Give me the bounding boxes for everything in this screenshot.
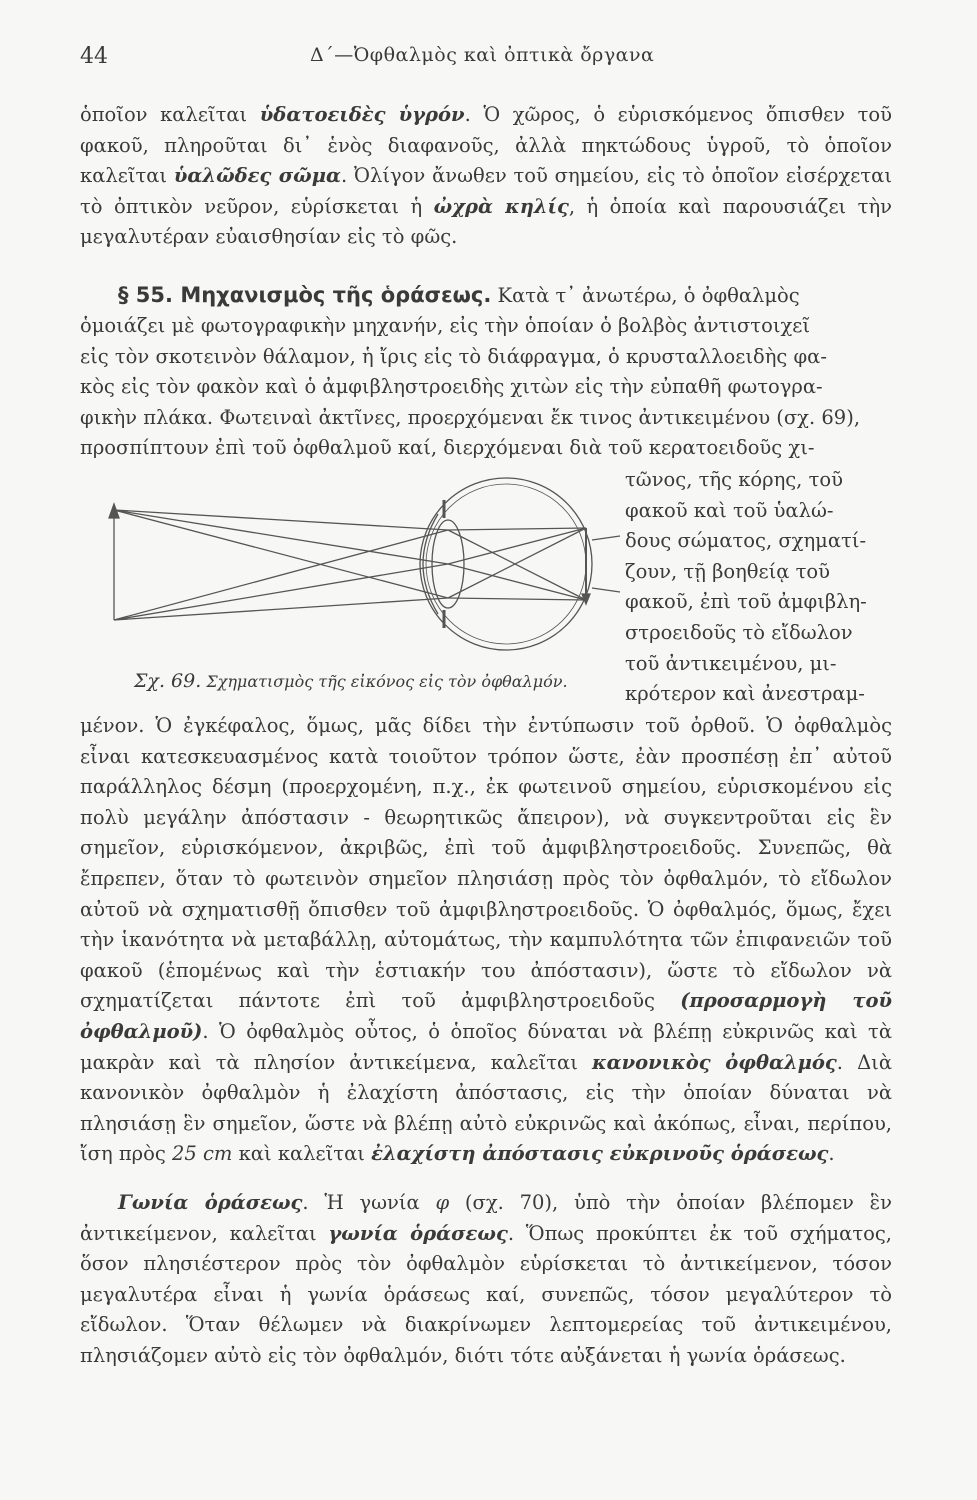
ray xyxy=(448,528,586,564)
text: . Ὀλίγον ἄνωθεν τοῦ σημείου, εἰς τὸ ὁποῖον εἰσέρχεται τὸ ὀπτικὸν νεῦρον, εὑρίσκεται ἡ xyxy=(80,164,892,218)
text: καὶ καλεῖται xyxy=(232,1142,372,1166)
term-near-point: ἐλαχίστη ἀπόστασις εὐκρινοῦς ὁράσεως xyxy=(371,1142,829,1166)
line: προσπίπτουν ἐπὶ τοῦ ὀφθαλμοῦ καί, διερχόμεναι διὰ τοῦ κερατοειδοῦς χι- xyxy=(80,436,815,460)
distance-value: 25 cm xyxy=(171,1142,233,1166)
ray xyxy=(448,528,586,598)
paragraph-2-body xyxy=(80,311,892,464)
ray xyxy=(114,510,448,598)
line: Κατὰ τ᾽ ἀνωτέρω, ὁ ὀφθαλμὸς xyxy=(491,284,800,307)
eye-image-diagram xyxy=(108,470,620,660)
text: . Διὰ κανονικὸν ὀφθαλμὸν ἡ ἐλαχίστη ἀπόστασις, εἰς τὴν ὁποίαν δύναται νὰ πλησιάσῃ ἓν σημεῖον, ὥστε νὰ βλέπῃ αὐτὸ εὐκρινῶς καὶ ἀκόπως, εἶναι, περίπου, ἴση πρὸς xyxy=(80,1050,892,1166)
line: τῶνος, τῆς κόρης, τοῦ xyxy=(625,468,843,491)
caption-text: Σχηματισμὸς τῆς εἰκόνος εἰς τὸν ὀφθαλμόν. xyxy=(201,672,568,691)
ray xyxy=(114,530,448,620)
term-vitreous-body: ὑαλῶδες σῶμα xyxy=(173,164,342,188)
ray xyxy=(448,564,586,600)
line: ὁμοιάζει μὲ φωτογραφικὴν μηχανήν, εἰς τὴν ὁποίαν ὁ βολβὸς ἀντιστοιχεῖ xyxy=(80,314,811,337)
page-header xyxy=(80,44,900,74)
term-accommodation: (προσαρμογὴ τοῦ ὀφθαλμοῦ) xyxy=(80,989,892,1043)
line: φακοῦ, ἐπὶ τοῦ ἀμφιβλη- xyxy=(625,590,867,614)
running-head: Δ΄—Ὀφθαλμὸς καὶ ὀπτικὰ ὄργανα xyxy=(310,44,655,66)
ray xyxy=(114,598,448,620)
term-macula: ὠχρὰ κηλίς xyxy=(433,194,569,218)
ray xyxy=(448,530,586,600)
ray xyxy=(114,564,448,620)
phi-symbol: φ xyxy=(435,1191,450,1214)
ray xyxy=(448,598,586,600)
line: κρότερον καὶ ἀνεστραμ- xyxy=(625,682,865,706)
term-angle-of-vision-heading: Γωνία ὁράσεως xyxy=(118,1191,303,1214)
text: (σχ. 70), ὑπὸ τὴν ὁποίαν βλέπομεν ἓν ἀντικείμενον, καλεῖται xyxy=(80,1191,892,1245)
paragraph-4 xyxy=(80,1188,892,1372)
line: ζουν, τῇ βοηθείᾳ τοῦ xyxy=(625,559,831,583)
line: εἰς τὸν σκοτεινὸν θάλαμον, ἡ ἴρις εἰς τὸ διάφραγμα, ὁ κρυσταλλοειδὴς φα- xyxy=(80,344,827,368)
line: κὸς εἰς τὸν φακὸν καὶ ὁ ἀμφιβληστροειδὴς χιτὼν εἰς τὴν εὐπαθῆ φωτογρα- xyxy=(80,375,823,399)
wrapped-text xyxy=(625,465,892,710)
text: . xyxy=(828,1142,835,1166)
paragraph-1 xyxy=(80,100,892,253)
text: . Ὁ ὀφθαλμὸς οὗτος, ὁ ὁποῖος δύναται νὰ βλέπῃ εὐκρινῶς καὶ τὰ μακρὰν καὶ τὰ πλησίον ἀντικείμενα, καλεῖται xyxy=(80,1019,892,1074)
figure-69 xyxy=(108,470,620,700)
line: στροειδοῦς τὸ εἴδωλον xyxy=(625,620,853,644)
ray xyxy=(448,528,586,530)
line: φακοῦ καὶ τοῦ ὑαλώ- xyxy=(625,498,834,522)
page-number: 44 xyxy=(80,44,108,69)
ray xyxy=(114,510,448,564)
line: τοῦ ἀντικειμένου, μι- xyxy=(625,651,837,675)
text: , ἡ ὁποία καὶ παρουσιάζει τὴν μεγαλυτέραν εὐαισθησίαν εἰς τὸ φῶς. xyxy=(80,194,892,249)
optic-nerve xyxy=(592,536,620,592)
text: μένον. Ὁ ἐγκέφαλος, ὅμως, μᾶς δίδει τὴν ἐντύπωσιν τοῦ ὀρθοῦ. Ὁ ὀφθαλμὸς εἶναι κατεσκευασμένος κατὰ τοιοῦτον τρόπον ὥστε, ἐὰν προσπέσῃ ἐπ᾽ αὐτοῦ παράλληλος δέσμη (προερχομένη, π.χ., ἐκ φωτεινοῦ σημείου, εὑρισκομένου εἰς πολὺ μεγάλην ἀπόστασιν - θεωρητικῶς ἄπειρον), νὰ συγκεντροῦται εἰς ἓν σημεῖον, εὑρισκόμενον, ἀκριβῶς, ἐπὶ τοῦ ἀμφιβληστροειδοῦς. Συνεπῶς, θὰ ἔπρεπεν, ὅταν τὸ φωτεινὸν σημεῖον πλησιάσῃ πρὸς τὸν ὀφθαλμόν, τὸ εἴδωλον αὐτοῦ νὰ σχηματισθῇ ὄπισθεν τοῦ ἀμφιβληστροειδοῦς. Ὁ ὀφθαλμός, ὅμως, ἔχει τὴν ἱκανότητα νὰ μεταβάλλῃ, αὐτομάτως, τὴν καμπυλότητα τῶν ἐπιφανειῶν τοῦ φακοῦ (ἑπομένως καὶ τὴν ἑστιακήν του ἀπόστασιν), ὥστε τὸ εἴδωλον νὰ σχηματίζεται πάντοτε ἐπὶ τοῦ ἀμφιβληστροειδοῦς xyxy=(80,714,892,1013)
line: φικὴν πλάκα. Φωτειναὶ ἀκτῖνες, προερχόμεναι ἔκ τινος ἀντικειμένου (σχ. 69), xyxy=(80,405,861,429)
figure-label: Σχ. 69. xyxy=(134,670,202,692)
paragraph-2 xyxy=(80,280,892,312)
figure-caption xyxy=(134,670,568,692)
term-aqueous-humor: ὑδατοειδὲς ὑγρόν xyxy=(259,103,465,126)
text: . Ἡ γωνία xyxy=(302,1191,436,1214)
term-angle-of-vision: γωνία ὁράσεως xyxy=(328,1221,508,1245)
section-heading: § 55. Μηχανισμὸς τῆς ὁράσεως. xyxy=(118,283,492,307)
text: . Ὅπως προκύπτει ἐκ τοῦ σχήματος, ὅσον πλησιέστερον πρὸς τὸν ὀφθαλμὸν εὑρίσκεται τὸ ἀντικείμενον, τόσον μεγαλυτέρα εἶναι ἡ γωνία ὁράσεως καί, συνεπῶς, τόσον μεγαλύτερον τὸ εἴδωλον. Ὅταν θέλωμεν νὰ διακρίνωμεν λεπτομερείας τοῦ ἀντικειμένου, πλησιάζομεν αὐτὸ εἰς τὸν ὀφθαλμόν, διότι τότε αὐξάνεται ἡ γωνία ὁράσεως. xyxy=(80,1221,893,1367)
term-normal-eye: κανονικὸς ὀφθαλμός xyxy=(591,1050,837,1074)
text: ὁποῖον καλεῖται xyxy=(80,103,260,126)
ray xyxy=(114,510,448,530)
paragraph-3 xyxy=(80,711,892,1170)
line: δους σώματος, σχηματί- xyxy=(625,529,867,553)
text: . Ὁ χῶρος, ὁ εὑρισκόμενος ὄπισθεν τοῦ φακοῦ, πληροῦται δι᾽ ἑνὸς διαφανοῦς, ἀλλὰ πηκτώδους ὑγροῦ, τὸ ὁποῖον καλεῖται xyxy=(80,103,892,188)
